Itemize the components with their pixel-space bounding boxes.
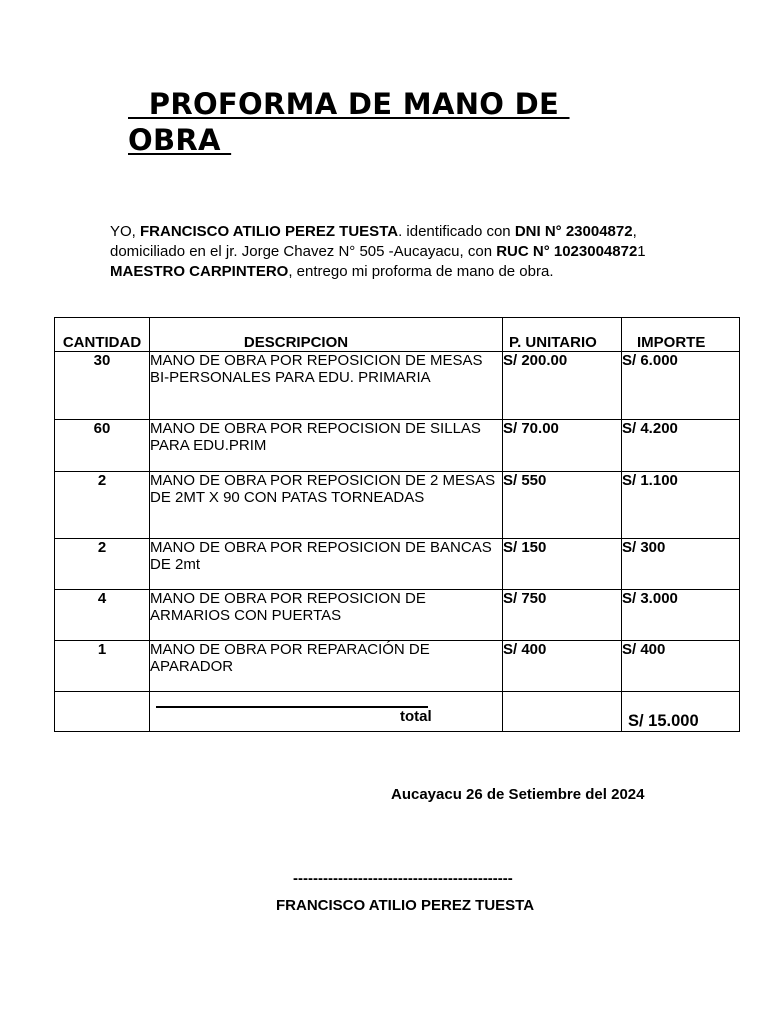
intro-text-4: 1	[637, 243, 646, 260]
table-row	[55, 641, 740, 692]
intro-text-1: YO,	[110, 223, 141, 240]
cell-p-unitario: S/ 550	[503, 472, 622, 539]
signature-name: FRANCISCO ATILIO PEREZ TUESTA	[276, 897, 535, 914]
total-empty-cell	[55, 692, 150, 732]
header-p-unitario: P. UNITARIO	[503, 318, 622, 352]
cell-importe: S/ 300	[622, 539, 740, 590]
total-row	[55, 692, 740, 732]
cell-cantidad: 60	[55, 420, 150, 472]
table-row	[55, 472, 740, 539]
total-blank-cell	[503, 692, 622, 732]
total-label-cell	[150, 692, 503, 732]
table-row	[55, 539, 740, 590]
cell-p-unitario: S/ 70.00	[503, 420, 622, 472]
proforma-table	[54, 317, 740, 732]
intro-text-2: . identificado con	[398, 223, 515, 240]
intro-text-5: , entrego mi proforma de mano de obra.	[288, 263, 554, 280]
signature-line: --------------------------------------------	[293, 870, 513, 887]
total-value: S/ 15.000	[622, 692, 740, 732]
cell-p-unitario: S/ 200.00	[503, 352, 622, 420]
cell-importe: S/ 400	[622, 641, 740, 692]
intro-paragraph	[110, 222, 710, 282]
header-descripcion: DESCRIPCION	[150, 318, 503, 352]
place-date: Aucayacu 26 de Setiembre del 2024	[391, 786, 645, 803]
cell-p-unitario: S/ 400	[503, 641, 622, 692]
total-rule	[156, 706, 428, 708]
header-importe: IMPORTE	[622, 318, 740, 352]
title-line-2: OBRA	[128, 123, 232, 157]
cell-p-unitario: S/ 750	[503, 590, 622, 641]
cell-importe: S/ 1.100	[622, 472, 740, 539]
cell-cantidad: 2	[55, 539, 150, 590]
cell-descripcion: MANO DE OBRA POR REPOSICION DE BANCAS DE 2mt	[150, 539, 503, 590]
cell-cantidad: 30	[55, 352, 150, 420]
ruc-number: RUC N° 1023004872	[496, 243, 638, 260]
cell-importe: S/ 3.000	[622, 590, 740, 641]
total-label: total	[400, 708, 432, 725]
trade-title: MAESTRO CARPINTERO	[110, 263, 289, 280]
cell-importe: S/ 4.200	[622, 420, 740, 472]
table-row	[55, 420, 740, 472]
dni-number: DNI N° 23004872	[514, 223, 633, 240]
cell-descripcion: MANO DE OBRA POR REPOCISION DE SILLAS PARA EDU.PRIM	[150, 420, 503, 472]
cell-importe: S/ 6.000	[622, 352, 740, 420]
cell-descripcion: MANO DE OBRA POR REPARACIÓN DE APARADOR	[150, 641, 503, 692]
document-title	[128, 86, 648, 158]
title-line-1: PROFORMA DE MANO DE	[128, 87, 570, 121]
cell-cantidad: 2	[55, 472, 150, 539]
table-row	[55, 352, 740, 420]
cell-descripcion: MANO DE OBRA POR REPOSICION DE MESAS BI-PERSONALES PARA EDU. PRIMARIA	[150, 352, 503, 420]
cell-descripcion: MANO DE OBRA POR REPOSICION DE ARMARIOS CON PUERTAS	[150, 590, 503, 641]
table-row	[55, 590, 740, 641]
header-cantidad: CANTIDAD	[55, 318, 150, 352]
cell-descripcion: MANO DE OBRA POR REPOSICION DE 2 MESAS DE 2MT X 90 CON PATAS TORNEADAS	[150, 472, 503, 539]
issuer-name: FRANCISCO ATILIO PEREZ TUESTA	[140, 223, 399, 240]
intro-text-3: , domiciliado en el jr. Jorge Chavez N° 505 -Aucayacu, con	[110, 223, 637, 260]
cell-cantidad: 4	[55, 590, 150, 641]
cell-cantidad: 1	[55, 641, 150, 692]
cell-p-unitario: S/ 150	[503, 539, 622, 590]
table-header-row	[55, 318, 740, 352]
